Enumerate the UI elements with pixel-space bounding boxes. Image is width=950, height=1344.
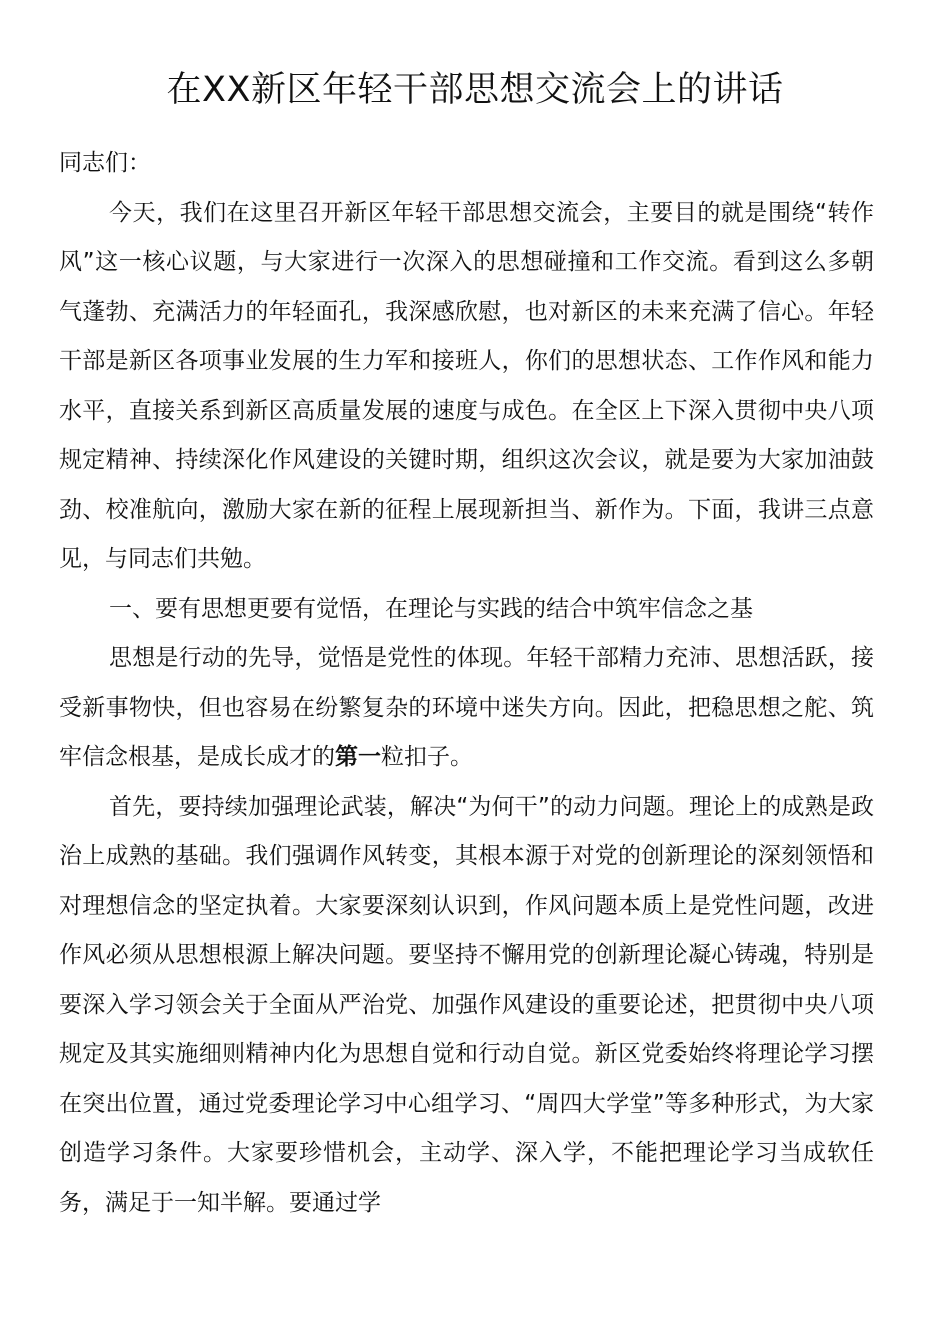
page-title: 在XX新区年轻干部思想交流会上的讲话 [166, 70, 784, 110]
section-heading-1: 一、要有思想更要有觉悟，在理论与实践的结合中筑牢信念之基 [109, 595, 753, 622]
document-body [59, 139, 874, 1228]
paragraph-thought-text-2: 粒扣子。 [381, 744, 473, 770]
paragraph-theory: 首先，要持续加强理论武装，解决“为何干”的动力问题。理论上的成熟是政治上成熟的基础。我们强调作风转变，其根本源于对党的创新理论的深刻领悟和对理想信念的坚定执着。大家要深刻认识到，作风问题本质上是党性问题，改进作风必须从思想根源上解决问题。要坚持不懈用党的创新理论凝心铸魂，特别是要深入学习领会关于全面从严治党、加强作风建设的重要论述，把贯彻中央八项规定及其实施细则精神内化为思想自觉和行动自觉。新区党委始终将理论学习摆在突出位置，通过党委理论学习中心组学习、“周四大学堂”等多种形式，为大家创造学习条件。大家要珍惜机会，主动学、深入学，不能把理论学习当成软任务，满足于一知半解。要通过学 [59, 793, 874, 1216]
paragraph-thought-bold: 第一 [335, 744, 381, 770]
paragraph-thought [59, 634, 874, 783]
paragraph-thought-text-1: 思想是行动的先导，觉悟是党性的体现。年轻干部精力充沛、思想活跃，接受新事物快，但也容易在纷繁复杂的环境中迷失方向。因此，把稳思想之舵、筑牢信念根基，是成长成才的 [59, 645, 874, 770]
paragraph-intro: 今天，我们在这里召开新区年轻干部思想交流会，主要目的就是围绕“转作风”这一核心议题，与大家进行一次深入的思想碰撞和工作交流。看到这么多朝气蓬勃、充满活力的年轻面孔，我深感欣慰，也对新区的未来充满了信心。年轻干部是新区各项事业发展的生力军和接班人，你们的思想状态、工作作风和能力水平，直接关系到新区高质量发展的速度与成色。在全区上下深入贯彻中央八项规定精神、持续深化作风建设的关键时期，组织这次会议，就是要为大家加油鼓劲、校准航向，激励大家在新的征程上展现新担当、新作为。下面，我讲三点意见，与同志们共勉。 [59, 199, 874, 572]
salutation: 同志们： [59, 150, 151, 176]
